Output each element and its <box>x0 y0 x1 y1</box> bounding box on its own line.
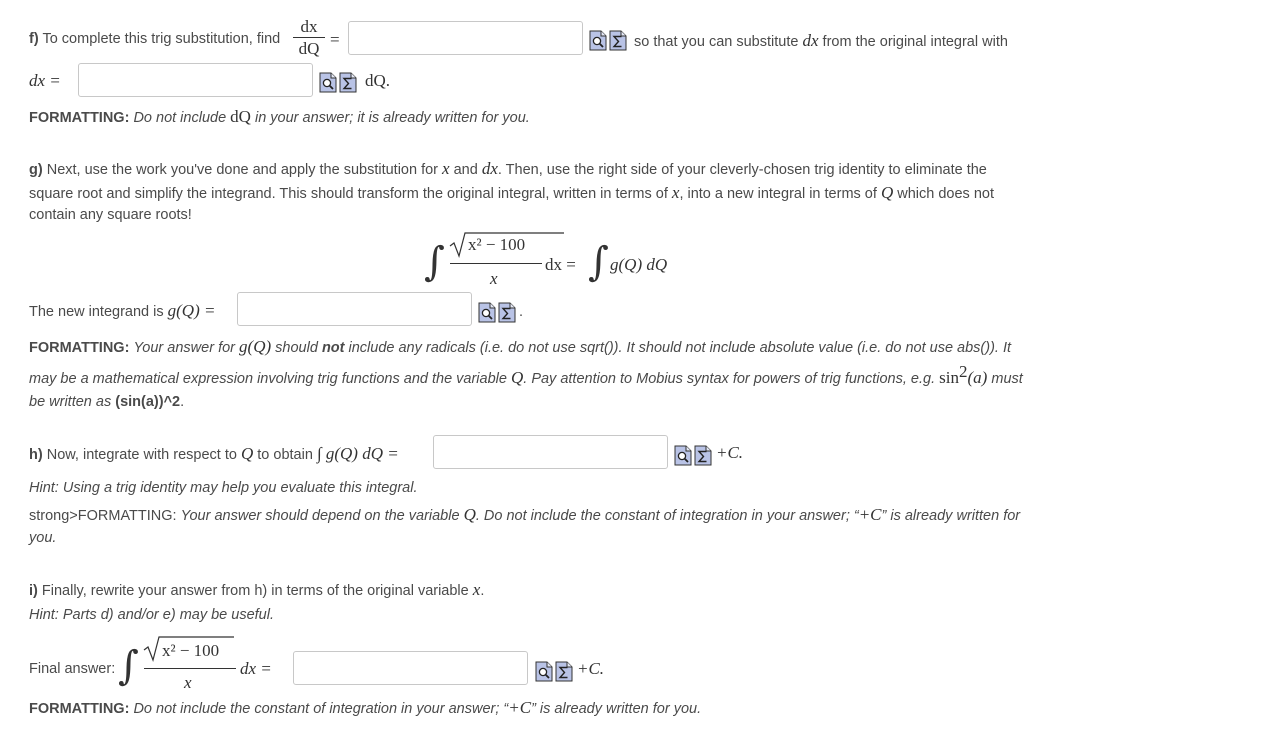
preview-icon[interactable] <box>535 661 553 682</box>
dx-equals-label: dx = <box>29 71 61 90</box>
part-i-hint: Hint: Parts d) and/or e) may be useful. <box>29 607 274 623</box>
part-g-instructions: g) Next, use the work you've done and apply the substitution for x and dx. Then, use the right side of your cleverly-chosen trig identity to eliminate the square root and simplify the integrand. This should transform the original integral, written in terms of x, into a new integral in terms of Q which does not contain any square roots! <box>29 159 994 223</box>
part-f-intro <box>29 31 280 47</box>
part-g-formatting: FORMATTING: Your answer for g(Q) should not include any radicals (i.e. do not use sqrt()). It should not include absolute value (i.e. do not use abs()). It may be a mathematical expression involving trig functions and the variable Q. Pay attention to Mobius syntax for powers of trig functions, e.g. $\sin^2(a)$ must be written as (sin(a))^2. <box>29 337 1023 410</box>
gQ-answer-field[interactable] <box>237 292 472 326</box>
part-i-formatting: FORMATTING: Do not include the constant of integration in your answer; “+C” is already written for you. <box>29 698 702 717</box>
equals-sign: = <box>330 30 340 49</box>
preview-icon[interactable] <box>589 30 607 51</box>
final-answer-field[interactable] <box>293 651 528 685</box>
integral-sign: ∫ <box>118 643 139 689</box>
integrand-denominator: x <box>184 673 192 692</box>
equation-editor-icon[interactable] <box>555 661 573 682</box>
part-h-intro: h) Now, integrate with respect to Q to obtain ∫ g(Q) dQ = <box>29 444 399 463</box>
new-integrand-label: The new integrand is g(Q) = <box>29 301 216 320</box>
dx-equals: dx = <box>240 659 272 678</box>
part-h-formatting: strong>FORMATTING: Your answer should depend on the variable Q. Do not include the constant of integration in your answer; “+C” is already written for you. <box>29 505 1021 546</box>
preview-icon[interactable] <box>478 302 496 323</box>
integrand-denominator: x <box>490 269 498 288</box>
part-f-text: To complete this trig substitution, find <box>42 31 281 47</box>
equation-editor-icon[interactable] <box>694 445 712 466</box>
dx-answer-field[interactable] <box>78 63 313 97</box>
plus-c: +C. <box>577 659 605 678</box>
preview-icon[interactable] <box>674 445 692 466</box>
dx-dQ-answer-field[interactable] <box>348 21 583 55</box>
final-integral-display <box>118 632 288 694</box>
integral-gQ-dQ: g(Q) dQ <box>610 255 668 274</box>
part-i-intro: i) Finally, rewrite your answer from h) in terms of the original variable x. <box>29 580 485 599</box>
period: . <box>519 304 524 320</box>
equation-editor-icon[interactable] <box>498 302 516 323</box>
dx-equals: dx = <box>545 255 576 274</box>
fraction-numerator: dx <box>300 17 318 36</box>
dx-dQ-fraction <box>293 17 325 60</box>
equation-editor-icon[interactable] <box>609 30 627 51</box>
integrand-numerator: x² − 100 <box>162 641 220 660</box>
dQ-suffix: dQ. <box>365 71 391 90</box>
fraction-denominator: dQ <box>298 39 320 58</box>
integral-display <box>424 228 684 290</box>
integral-sign: ∫ <box>424 239 445 285</box>
integral-answer-field[interactable] <box>433 435 668 469</box>
part-f-formatting: FORMATTING: Do not include dQ in your answer; it is already written for you. <box>29 107 530 126</box>
part-h-hint: Hint: Using a trig identity may help you evaluate this integral. <box>29 480 418 496</box>
plus-c: +C. <box>716 443 744 462</box>
part-f-label: f) <box>29 31 39 47</box>
integral-sign: ∫ <box>588 239 609 285</box>
preview-icon[interactable] <box>319 72 337 93</box>
equation-editor-icon[interactable] <box>339 72 357 93</box>
part-f-substitute-text: so that you can substitute dx from the original integral with <box>634 31 1008 50</box>
integrand-numerator: x² − 100 <box>468 235 526 254</box>
final-answer-label: Final answer: <box>29 661 116 677</box>
